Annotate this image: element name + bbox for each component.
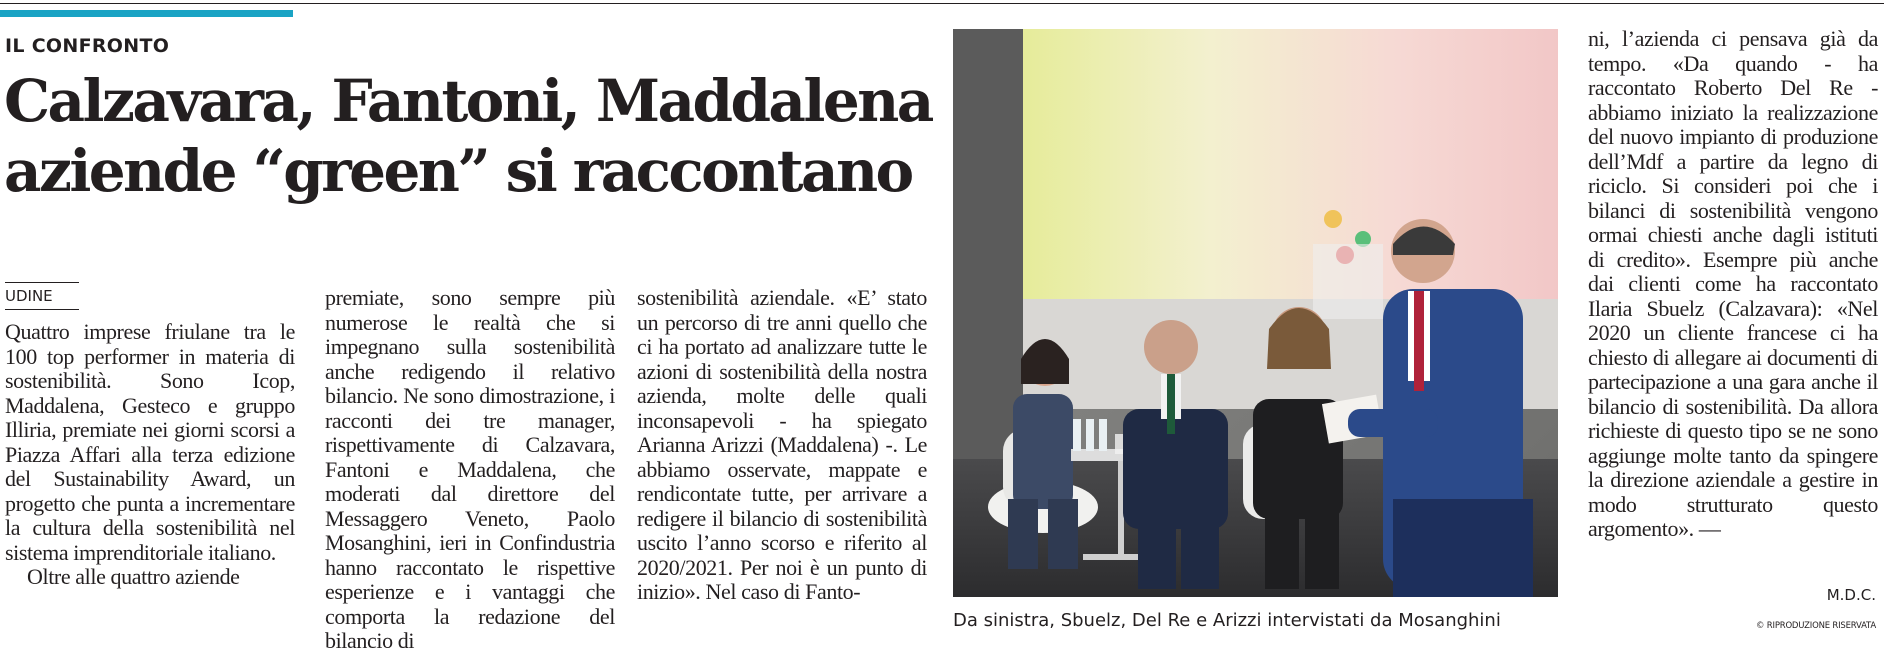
top-rule bbox=[0, 3, 1884, 4]
article-column-3 bbox=[637, 286, 927, 605]
article-column-2 bbox=[325, 286, 615, 654]
headline-line-1: Calzavara, Fantoni, Maddalena bbox=[4, 67, 932, 135]
event-photo-illustration bbox=[953, 29, 1558, 597]
dateline: UDINE bbox=[5, 287, 53, 305]
article-paragraph: premiate, sono sempre più numerose le realtà che si impegnano sulla sostenibilità anche redigendo il relativo bilancio. Ne sono dimostrazione, i racconti dei tre manager, rispettivamente di Calzavara, Fantoni e Maddalena, che moderati dal direttore del Messaggero Veneto, Paolo Mosanghini, ieri in Confindustria hanno raccontato le rispettive esperienze e i vantaggi che comporta la redazione del bilancio di bbox=[325, 285, 615, 653]
headline-line-2: aziende “green” si raccontano bbox=[4, 137, 912, 205]
article-paragraph: Oltre alle quattro aziende bbox=[27, 564, 240, 589]
section-accent-bar bbox=[0, 10, 293, 17]
article-paragraph: sostenibilità aziendale. «E’ stato un percorso di tre anni quello che ci ha portato ad analizzare tutte le azioni di sostenibilità della nostra azienda, molte delle quali inconsapevoli - ha spiegato Arianna Arizzi (Maddalena) -. Le abbiamo osservate, mappate e rendicontate tutte, per arrivare a redigere il bilancio di sostenibilità uscito l’anno scorso e riferito al 2020/2021. Per noi è un punto di inizio». Nel caso di Fanto- bbox=[637, 285, 927, 604]
dateline-rule-bottom bbox=[5, 309, 79, 310]
section-kicker: IL CONFRONTO bbox=[5, 35, 170, 57]
dateline-rule-top bbox=[5, 282, 79, 283]
author-initials: M.D.C. bbox=[1826, 586, 1876, 604]
headline bbox=[4, 66, 964, 206]
article-column-1 bbox=[5, 320, 295, 590]
article-paragraph: ni, l’azienda ci pensava già da tempo. «Da quando - ha raccontato Roberto Del Re - abbiamo iniziato la realizzazione del nuovo impianto di produzione dell’Mdf a partire da legno di riciclo. Si consideri poi che i bilanci di sostenibilità vengono ormai chiesti anche dagli istituti di credito». Esempre più anche dai clienti come ha raccontato Ilaria Sbuelz (Calzavara): «Nel 2020 un cliente francese ci ha chiesto di allegare ai documenti di partecipazione a una gara anche il bilancio di sostenibilità. Da allora richieste di questo tipo se ne sono aggiunge molte tanto da spingere la direzione aziendale a gestire in modo strutturato questo argomento». — bbox=[1588, 26, 1878, 541]
article-column-4 bbox=[1588, 27, 1878, 542]
photo-caption: Da sinistra, Sbuelz, Del Re e Arizzi intervistati da Mosanghini bbox=[953, 610, 1501, 631]
copyright-notice: © RIPRODUZIONE RISERVATA bbox=[1756, 621, 1876, 631]
event-photo bbox=[953, 29, 1558, 597]
article-paragraph: Quattro imprese friulane tra le 100 top performer in materia di sostenibilità. Sono Icop, Maddalena, Gesteco e gruppo Illiria, premiate nei giorni scorsi a Piazza Affari alla terza edizione del Sustainability Award, un progetto che punta a incrementare la cultura della sostenibilità nel sistema imprenditoriale italiano. bbox=[5, 319, 295, 565]
